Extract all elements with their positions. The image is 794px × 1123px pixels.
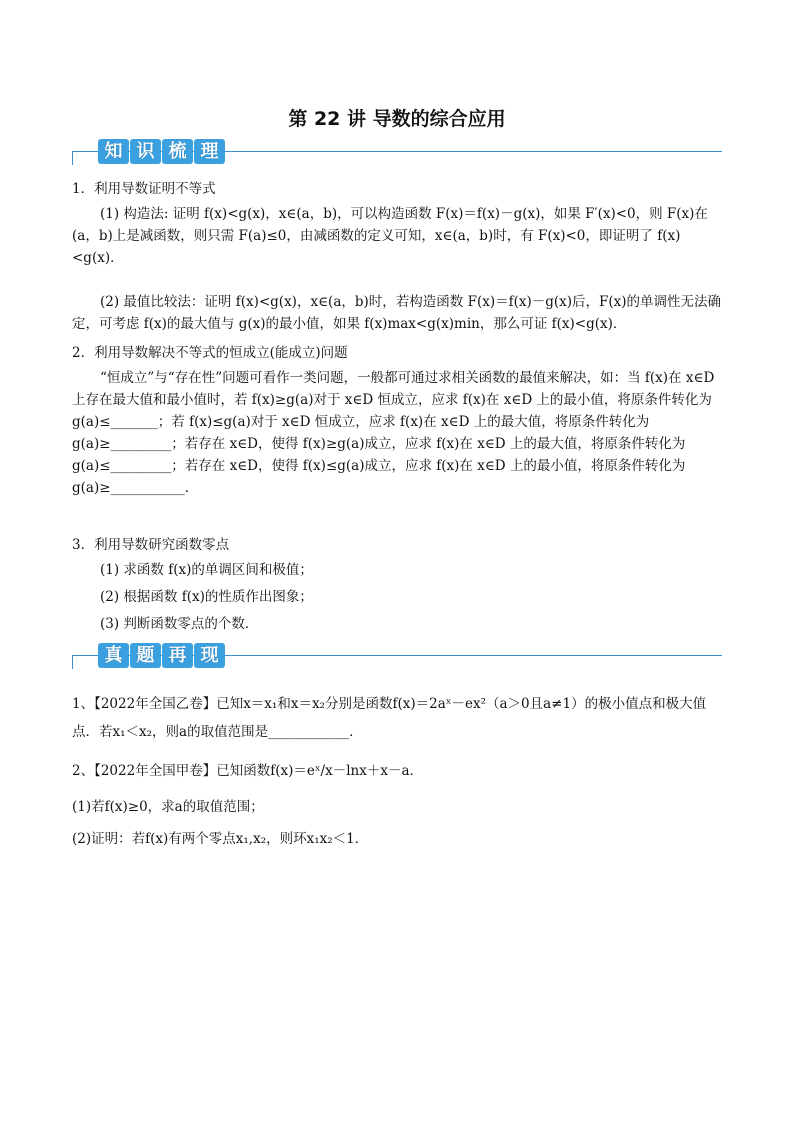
page-title: 第 22 讲 导数的综合应用 [288,108,506,130]
paragraph-constant-holds: “恒成立”与“存在性”问题可看作一类问题，一般都可通过求相关函数的最值来解决，如：当 f(x)在 x∈D 上存在最大值和最小值时，若 f(x)≥g(a)对于 x∈D 恒成立，应求 f(x)在 x∈D 上的最小值，将原条件转化为 g(a)≤_______；若 f(x)≤g(a)对于 x∈D 恒成立，应求 f(x)在 x∈D 上的最大值，将原条件转化为 g(a)≥_________；若存在 x∈D，使得 f(x)≥g(a)成立，应求 f(x)在 x∈D 上的最大值，将原条件转化为 g(a)≤_________；若存在 x∈D，使得 f(x)≤g(a)成立，应求 f(x)在 x∈D 上的最小值，将原条件转化为 g(a)≥___________． [72,370,715,496]
question-1: 1、【2022年全国乙卷】已知x＝x₁和x＝x₂分别是函数f(x)＝2aˣ－ex²（a＞0且a≠1）的极小值点和极大值点．若x₁＜x₂，则a的取值范围是____________． [72,696,707,740]
section-header-knowledge [72,137,722,167]
list-item: (2) 根据函数 f(x)的性质作出图象； [100,589,313,605]
badge-char: 梳 [162,139,193,164]
section-header-exam [72,641,722,671]
section-hook [72,655,73,669]
badge-char: 现 [194,643,225,668]
question-2-part-2: (2)证明：若f(x)有两个零点x₁,x₂，则环x₁x₂＜1． [72,831,369,847]
heading-1: 1．利用导数证明不等式 [72,181,216,197]
badge-char: 题 [130,643,161,668]
paragraph-extremum-compare: (2) 最值比较法：证明 f(x)<g(x)，x∈(a，b)时，若构造函数 F(x)＝f(x)－g(x)后，F(x)的单调性无法确定，可考虑 f(x)的最大值与 g(x)的最小值，如果 f(x)max<g(x)min，那么可证 f(x)<g(x)． [72,294,722,332]
question-2: 2、【2022年全国甲卷】已知函数f(x)＝eˣ/x－lnx＋x－a． [72,763,423,779]
paragraph-construct-method: (1) 构造法: 证明 f(x)<g(x)，x∈(a，b)，可以构造函数 F(x)＝f(x)－g(x)，如果 F′(x)<0，则 F(x)在(a，b)上是减函数，则只需 F(a)≤0，由减函数的定义可知，x∈(a，b)时，有 F(x)<0，即证明了 f(x)<g(x)． [72,206,708,266]
section-badge-knowledge [98,139,225,164]
section-hook [72,151,73,165]
badge-char: 知 [98,139,129,164]
badge-char: 再 [162,643,193,668]
list-item: (3) 判断函数零点的个数． [100,616,259,632]
list-item: (1) 求函数 f(x)的单调区间和极值； [100,562,313,578]
question-2-part-1: (1)若f(x)≥0，求a的取值范围； [72,799,264,815]
heading-2: 2．利用导数解决不等式的恒成立(能成立)问题 [72,345,348,361]
badge-char: 真 [98,643,129,668]
badge-char: 识 [130,139,161,164]
section-badge-exam [98,643,225,668]
heading-3: 3．利用导数研究函数零点 [72,537,230,553]
badge-char: 理 [194,139,225,164]
